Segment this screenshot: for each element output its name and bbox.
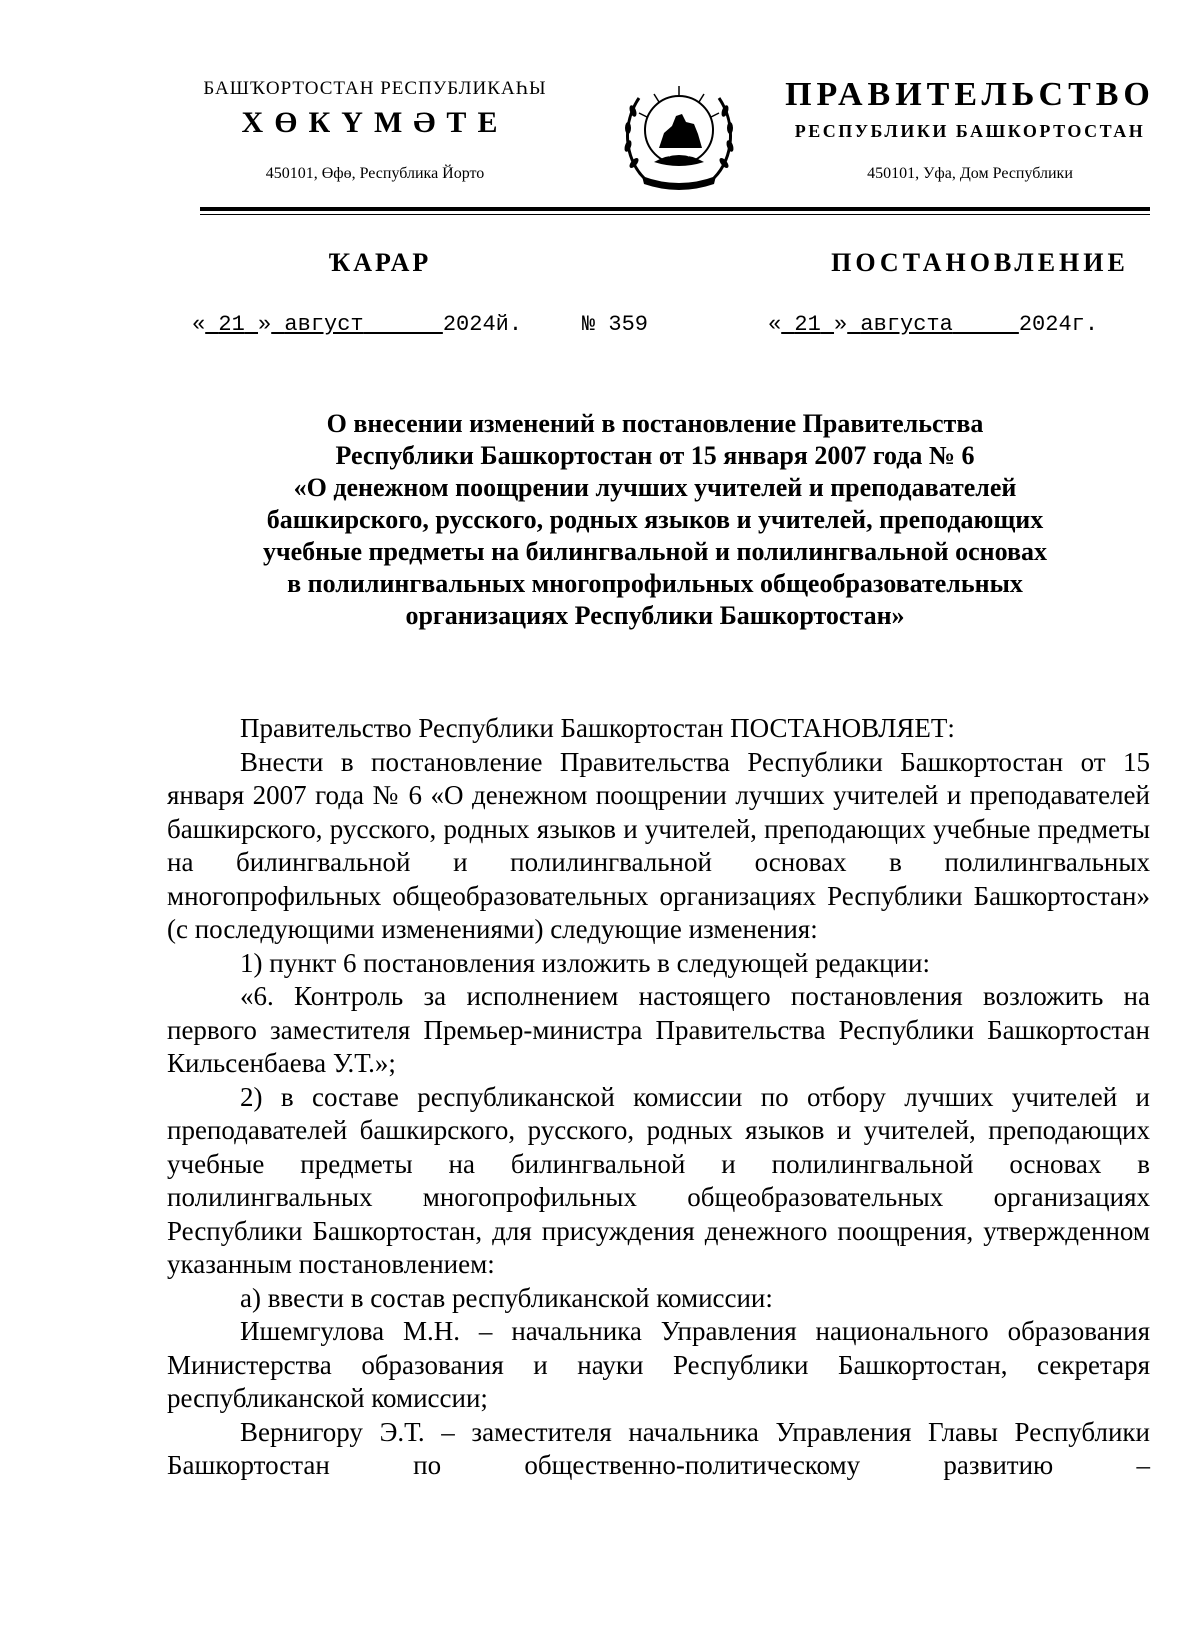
date-left-open: «	[192, 312, 206, 337]
header-left-org: БАШҠОРТОСТАН РЕСПУБЛИКАҺЫ	[203, 78, 547, 99]
date-left-close: »	[258, 312, 272, 337]
header-right-org: РЕСПУБЛИКИ БАШКОРТОСТАН	[794, 121, 1146, 141]
title-line: башкирского, русского, родных языков и учителей, преподающих	[266, 505, 1044, 534]
header-left-gov: ХӨКҮМӘТЕ	[241, 106, 509, 139]
date-right	[768, 312, 1098, 337]
coat-of-arms-icon	[614, 78, 744, 198]
header-left-address: 450101, Өфө, Республика Йорто	[265, 165, 485, 182]
body-paragraph: «6. Контроль за исполнением настоящего постановления возложить на первого заместителя Премьер-министра Правительства Республики Башкортостан Кильсенбаева У.Т.»;	[167, 981, 1150, 1078]
header-right-address: 450101, Уфа, Дом Республики	[867, 165, 1073, 182]
doc-type-russian: ПОСТАНОВЛЕНИЕ	[831, 248, 1129, 277]
date-right-day: 21	[794, 312, 821, 337]
body-paragraph: Ишемгулова М.Н. – начальника Управления национального образования Министерства образования и науки Республики Башкортостан, секретаря республиканской комиссии;	[167, 1316, 1150, 1413]
header-divider-thick	[200, 207, 1150, 211]
document-body	[167, 712, 1150, 1483]
header-right-gov: ПРАВИТЕЛЬСТВО	[785, 76, 1155, 113]
title-line: в полилингвальных многопрофильных общеобразовательных	[287, 569, 1023, 598]
date-left	[192, 312, 522, 337]
doc-number: № 359	[582, 312, 649, 337]
date-right-year: 2024г.	[1018, 312, 1099, 337]
date-right-open: «	[768, 312, 782, 337]
body-paragraph: Правительство Республики Башкортостан ПОСТАНОВЛЯЕТ:	[240, 713, 955, 743]
body-paragraph: 1) пункт 6 постановления изложить в следующей редакции:	[240, 947, 930, 978]
title-line: «О денежном поощрении лучших учителей и преподавателей	[293, 473, 1017, 502]
body-paragraph: а) ввести в состав республиканской комиссии:	[240, 1282, 773, 1313]
body-paragraph: Внести в постановление Правительства Республики Башкортостан от 15 января 2007 года № 6 «О денежном поощрении лучших учителей и преподавателей башкирского, русского, родных языков и учителей, преподающих учебные предметы на билингвальной и полилингвальной основах в полилингвальных многопрофильных общеобразовательных организациях Республики Башкортостан» (с последующими изменениями) следующие изменения:	[167, 746, 1150, 944]
body-paragraph: 2) в составе республиканской комиссии по отбору лучших учителей и преподавателей башкирского, русского, родных языков и учителей, преподающих учебные предметы на билингвальной и полилингвальной основах в полилингвальных многопрофильных общеобразовательных организациях Республики Башкортостан, для присуждения денежного поощрения, утвержденном указанным постановлением:	[167, 1081, 1150, 1279]
title-line: организациях Республики Башкортостан»	[405, 601, 905, 630]
date-left-day: 21	[218, 312, 245, 337]
title-line: О внесении изменений в постановление Правительства	[326, 409, 984, 438]
title-line: учебные предметы на билингвальной и полилингвальной основах	[262, 537, 1048, 566]
document-title	[160, 408, 1150, 632]
date-left-year: 2024й.	[442, 312, 523, 337]
doc-type-bashkir: ҠАРАР	[328, 248, 432, 277]
body-paragraph: Вернигору Э.Т. – заместителя начальника Управления Главы Республики Башкортостан по общественно-политическому развитию –	[167, 1416, 1150, 1480]
header-divider-thin	[200, 214, 1150, 215]
title-line: Республики Башкортостан от 15 января 2007 года № 6	[335, 441, 975, 470]
date-left-month: август	[284, 312, 364, 337]
date-right-month: августа	[860, 312, 953, 337]
date-right-close: »	[834, 312, 848, 337]
